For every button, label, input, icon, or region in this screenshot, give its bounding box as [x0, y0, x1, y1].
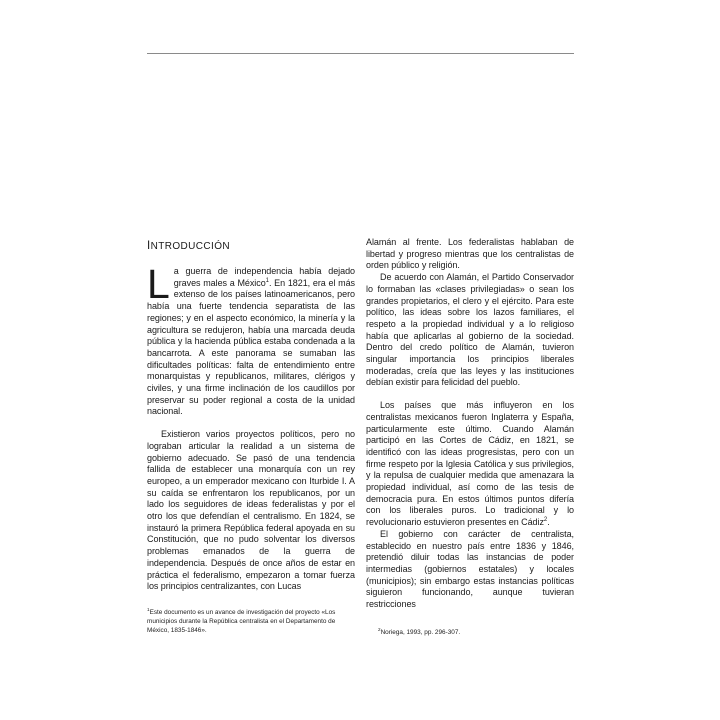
- footnote-1-mark: 1: [147, 606, 150, 612]
- paragraph-influences: [366, 400, 574, 529]
- drop-cap: L: [147, 261, 170, 307]
- paragraph-continuation: Alamán al frente. Los federalistas hablaban de libertad y progreso mientras que los centralistas de orden público y religión.: [366, 237, 574, 271]
- header-rule: [147, 53, 574, 54]
- paragraph-intro-rest: . En 1821, era el más extenso de los países latinoamericanos, pero había una fuerte tendencia separatista de las regiones; y en el aspecto económico, la minería y la agricultura se redujeron, había una marcada deuda pública y la hacienda pública estaba condenada a la bancarrota. A este panorama se sumaban las dificultades políticas: falta de entendimiento entre monarquistas y republicanos, militares, clérigos y civiles, y una firme inclinación de los caudillos por preservar su poder regional a costa de la unidad nacional.: [147, 277, 355, 417]
- section-heading: [147, 240, 355, 253]
- paragraph-projects: Existieron varios proyectos políticos, pero no lograban articular la realidad a un sistema de gobierno adecuado. Se pasó de una tendencia fallida de establecer una monarquía con un rey europeo, a un emperador mexicano con Iturbide I. A su caída se enfrentaron los republicanos, por un lado los seguidores de ideas federalistas y por el otro los que defendían el centralismo. En 1824, se instauró la primera República federal apoyada en su Constitución, que no pudo solventar los diversos problemas emanados de la guerra de independencia. Después de once años de estar en práctica el federalismo, empezaron a tomar fuerza los principios centralizantes, con Lucas: [147, 429, 355, 592]
- footnote-2: [378, 628, 558, 637]
- paragraph-intro: [147, 261, 355, 418]
- footnote-2-text: Noriega, 1993, pp. 296-307.: [380, 629, 461, 636]
- paragraph-influences-end: .: [547, 517, 550, 528]
- footnote-2-mark: 2: [378, 626, 381, 632]
- heading-initial: I: [147, 240, 151, 252]
- paragraph-alaman: De acuerdo con Alamán, el Partido Conservador lo formaban las «clases privilegiadas» o sean los grandes propietarios, el clero y el ejército. Para este político, las ideas sobre los lazos familiares, el respeto a la propiedad individual y a lo religioso había que aplicarlas al gobierno de la sociedad. Dentro del credo político de Alamán, tuvieron singular importancia los principios liberales moderadas, creía que las leyes y las instituciones debían existir para felicidad del pueblo.: [366, 272, 574, 388]
- paragraph-centralist-government: El gobierno con carácter de centralista, establecido en nuestro país entre 1836 y 1846, pretendió diluir todas las instancias de poder intermedias (gobiernos estatales) y locales (municipios); sin embargo estas instancias políticas siguieron funcionando, aunque tuvieran restricciones: [366, 528, 574, 610]
- right-column: [366, 237, 574, 611]
- footnote-ref-2: 2: [543, 517, 548, 524]
- heading-rest: NTRODUCCIÓN: [150, 241, 231, 252]
- footnote-1: [147, 608, 357, 635]
- footnote-1-text: Este documento es un avance de investigación del proyecto «Los municipios durante la República centralista en el Departamento de México, 1835-1846».: [147, 609, 336, 634]
- paragraph-intro-text: a guerra de independencia había dejado graves males a México: [173, 266, 355, 288]
- paragraph-influences-text: Los países que más influyeron en los centralistas mexicanos fueron Inglaterra y España, particularmente este último. Cuando Alamán participó en las Cortes de Cádiz, en 1821, se identificó con las ideas progresistas, pero con un firme respeto por la Iglesia Católica y sus privilegios, y la repulsa de cualquier medida que amenazara la propiedad individual, así como de las tesis de democracia pura. En estos últimos puntos difería con los liberales puros. Lo tradicional y lo revolucionario estuvieron presentes en Cádiz: [366, 400, 574, 528]
- left-column: [147, 236, 355, 593]
- footnote-ref-1: 1: [265, 277, 269, 284]
